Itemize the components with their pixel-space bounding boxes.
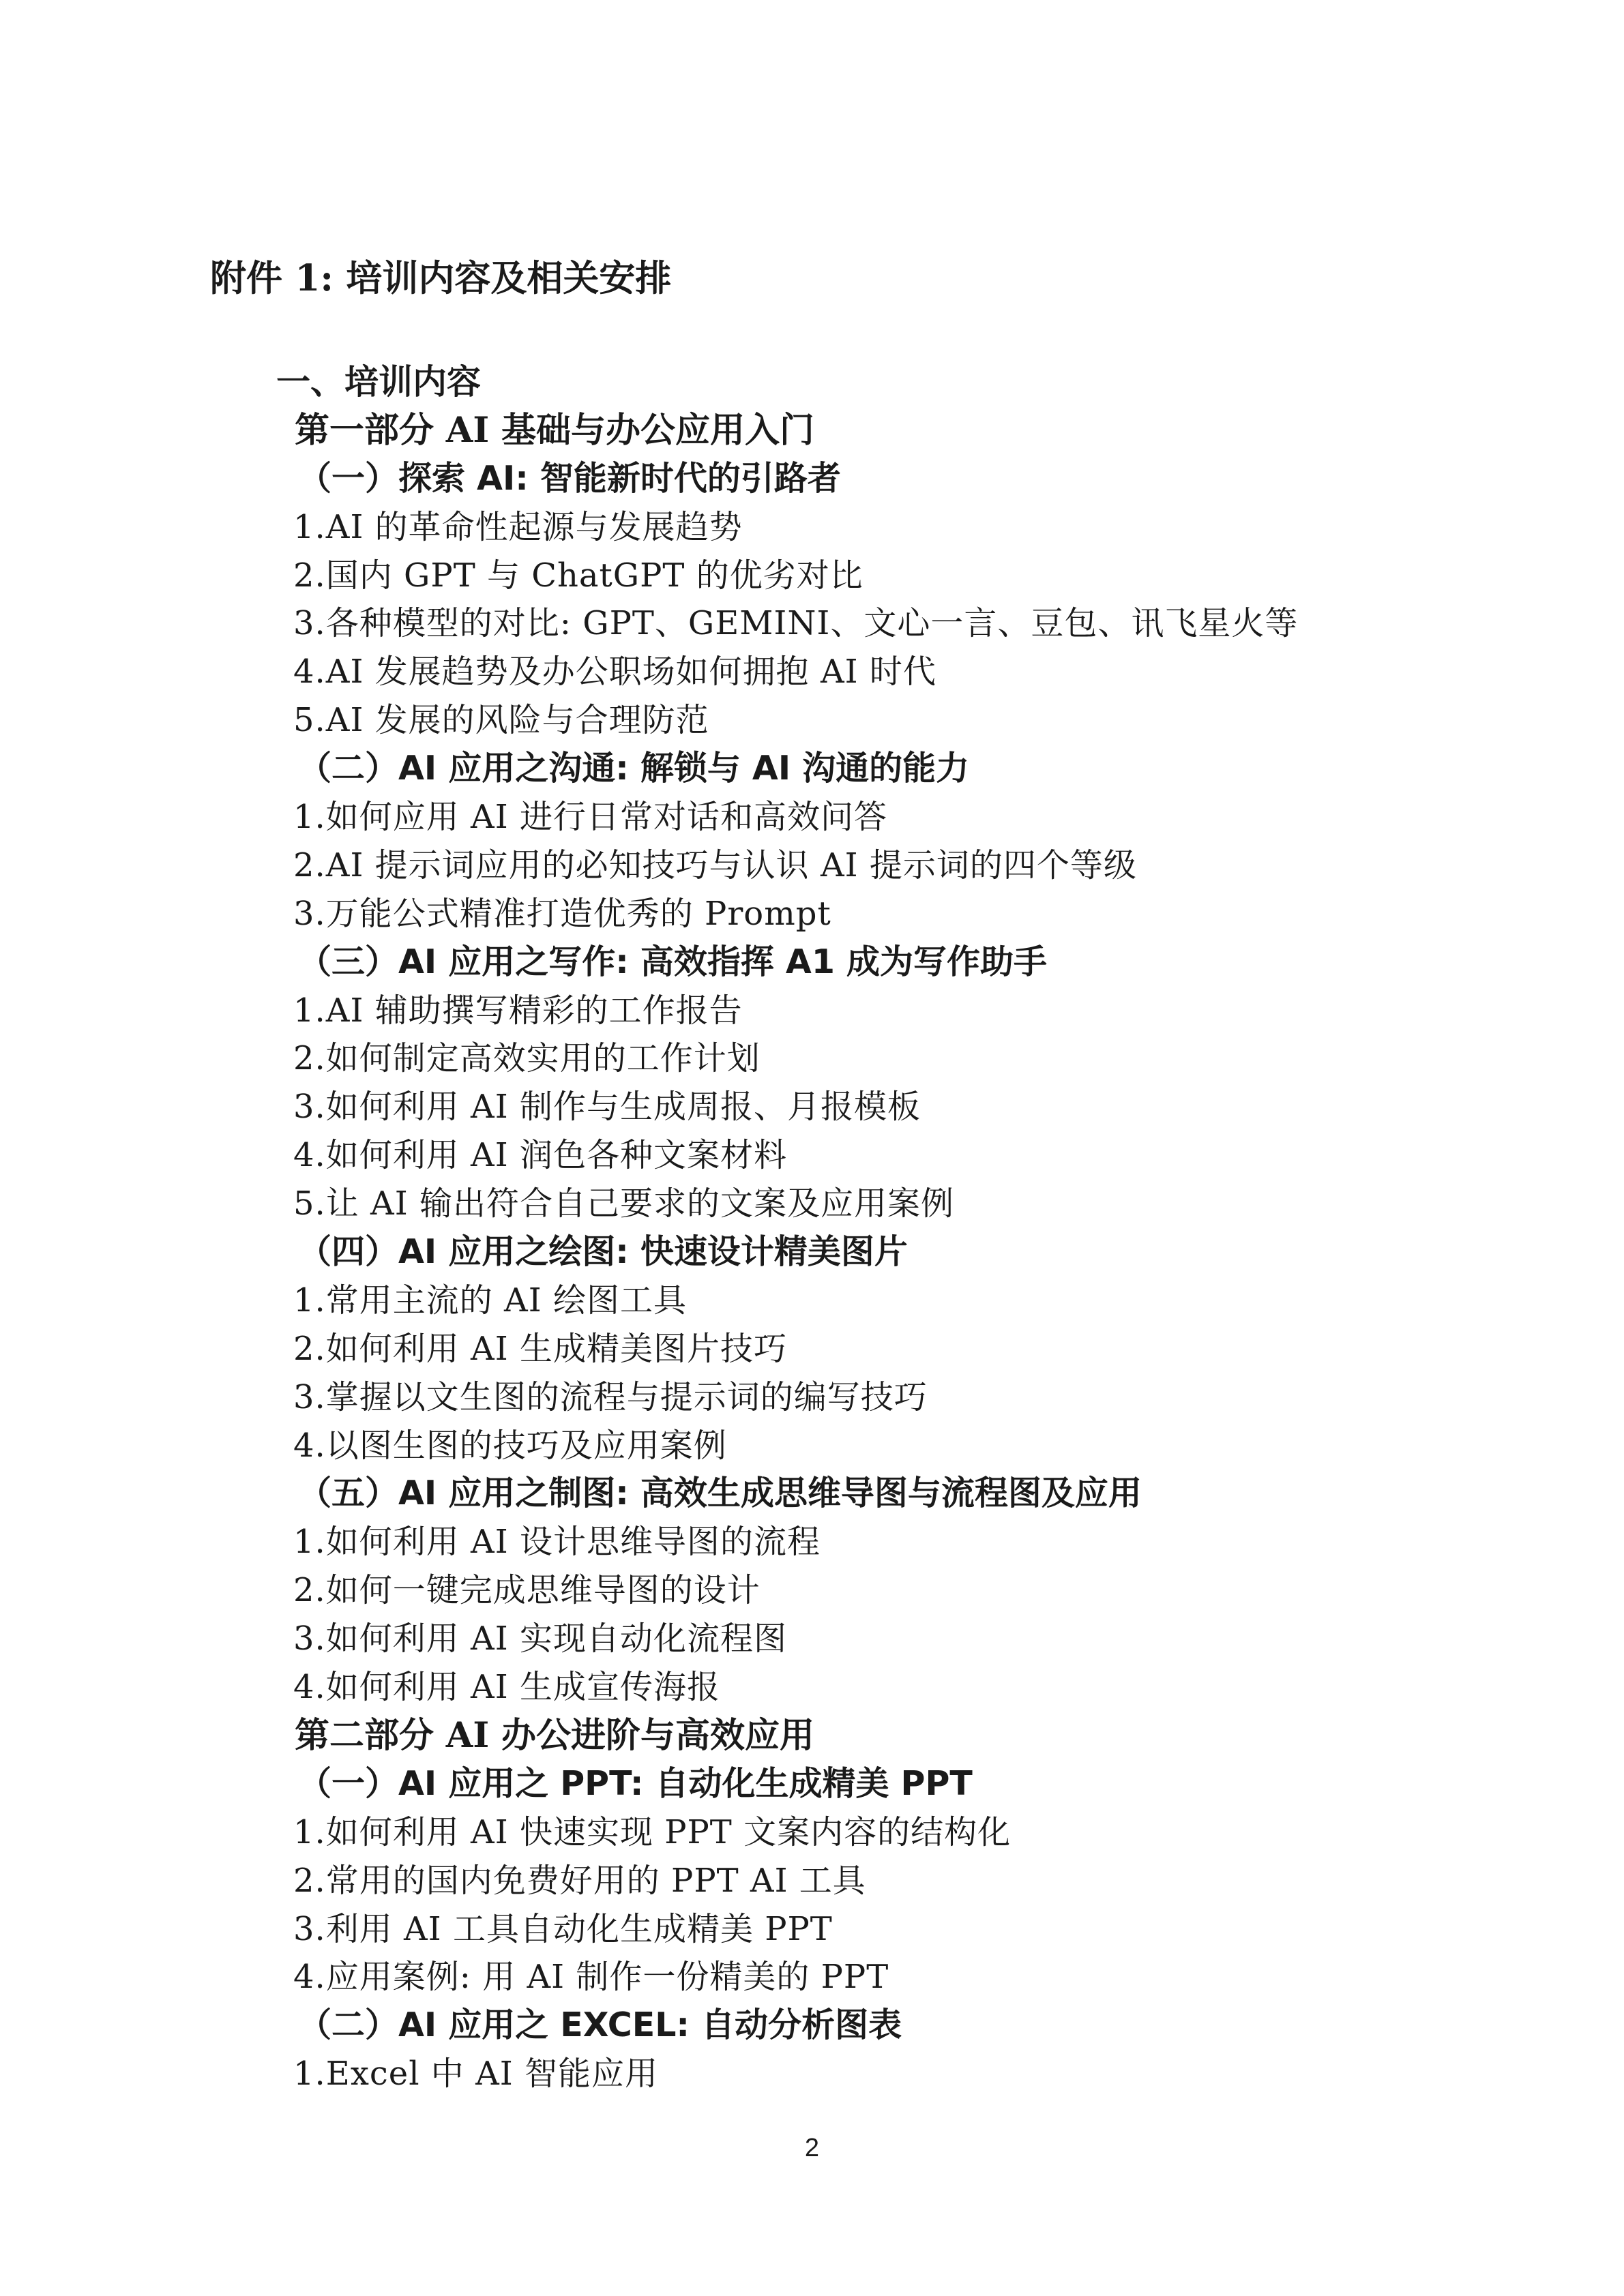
list-item: 4.AI 发展趋势及办公职场如何拥抱 AI 时代 <box>293 653 936 691</box>
subsection-heading: （一）探索 AI: 智能新时代的引路者 <box>298 458 841 498</box>
list-item: 5.让 AI 输出符合自己要求的文案及应用案例 <box>293 1184 954 1223</box>
list-item: 3.万能公式精准打造优秀的 Prompt <box>293 894 831 933</box>
part-heading: 第二部分 AI 办公进阶与高效应用 <box>295 1714 814 1756</box>
subsection-heading: （二）AI 应用之 EXCEL: 自动分析图表 <box>298 2006 902 2045</box>
list-item: 3.利用 AI 工具自动化生成精美 PPT <box>293 1909 833 1948</box>
section-heading: 一、培训内容 <box>276 362 481 402</box>
list-item: 1.常用主流的 AI 绘图工具 <box>293 1281 687 1320</box>
list-item: 2.如何利用 AI 生成精美图片技巧 <box>293 1329 787 1368</box>
list-item: 4.如何利用 AI 润色各种文案材料 <box>293 1136 787 1175</box>
list-item: 2.如何一键完成思维导图的设计 <box>293 1571 761 1610</box>
list-item: 4.以图生图的技巧及应用案例 <box>293 1426 727 1465</box>
document-body <box>0 358 1624 2098</box>
list-item: 2.如何制定高效实用的工作计划 <box>293 1039 761 1078</box>
list-item: 1.如何利用 AI 设计思维导图的流程 <box>293 1523 821 1562</box>
list-item: 1.如何利用 AI 快速实现 PPT 文案内容的结构化 <box>293 1813 1012 1851</box>
list-item: 3.如何利用 AI 制作与生成周报、月报模板 <box>293 1088 921 1127</box>
part-heading: 第一部分 AI 基础与办公应用入门 <box>295 409 814 451</box>
subsection-heading: （一）AI 应用之 PPT: 自动化生成精美 PPT <box>298 1763 973 1803</box>
list-item: 1.如何应用 AI 进行日常对话和高效问答 <box>293 798 887 837</box>
list-item: 1.Excel 中 AI 智能应用 <box>293 2055 658 2093</box>
page-title: 附件 1: 培训内容及相关安排 <box>210 257 672 299</box>
list-item: 4.应用案例: 用 AI 制作一份精美的 PPT <box>293 1958 889 1997</box>
subsection-heading: （二）AI 应用之沟通: 解锁与 AI 沟通的能力 <box>298 749 970 788</box>
list-item: 3.如何利用 AI 实现自动化流程图 <box>293 1620 787 1658</box>
list-item: 1.AI 辅助撰写精彩的工作报告 <box>293 991 743 1030</box>
list-item: 4.如何利用 AI 生成宣传海报 <box>293 1668 720 1707</box>
list-item: 3.各种模型的对比: GPT、GEMINI、文心一言、豆包、讯飞星火等 <box>293 604 1299 643</box>
list-item: 2.常用的国内免费好用的 PPT AI 工具 <box>293 1861 866 1900</box>
subsection-heading: （三）AI 应用之写作: 高效指挥 A1 成为写作助手 <box>298 942 1048 981</box>
list-item: 2.国内 GPT 与 ChatGPT 的优劣对比 <box>293 556 863 595</box>
page-number: 2 <box>804 2134 820 2162</box>
subsection-heading: （五）AI 应用之制图: 高效生成思维导图与流程图及应用 <box>298 1474 1142 1513</box>
list-item: 3.掌握以文生图的流程与提示词的编写技巧 <box>293 1377 928 1416</box>
list-item: 1.AI 的革命性起源与发展趋势 <box>293 507 743 546</box>
list-item: 2.AI 提示词应用的必知技巧与认识 AI 提示词的四个等级 <box>293 846 1137 884</box>
subsection-heading: （四）AI 应用之绘图: 快速设计精美图片 <box>298 1232 908 1272</box>
list-item: 5.AI 发展的风险与合理防范 <box>293 701 709 740</box>
